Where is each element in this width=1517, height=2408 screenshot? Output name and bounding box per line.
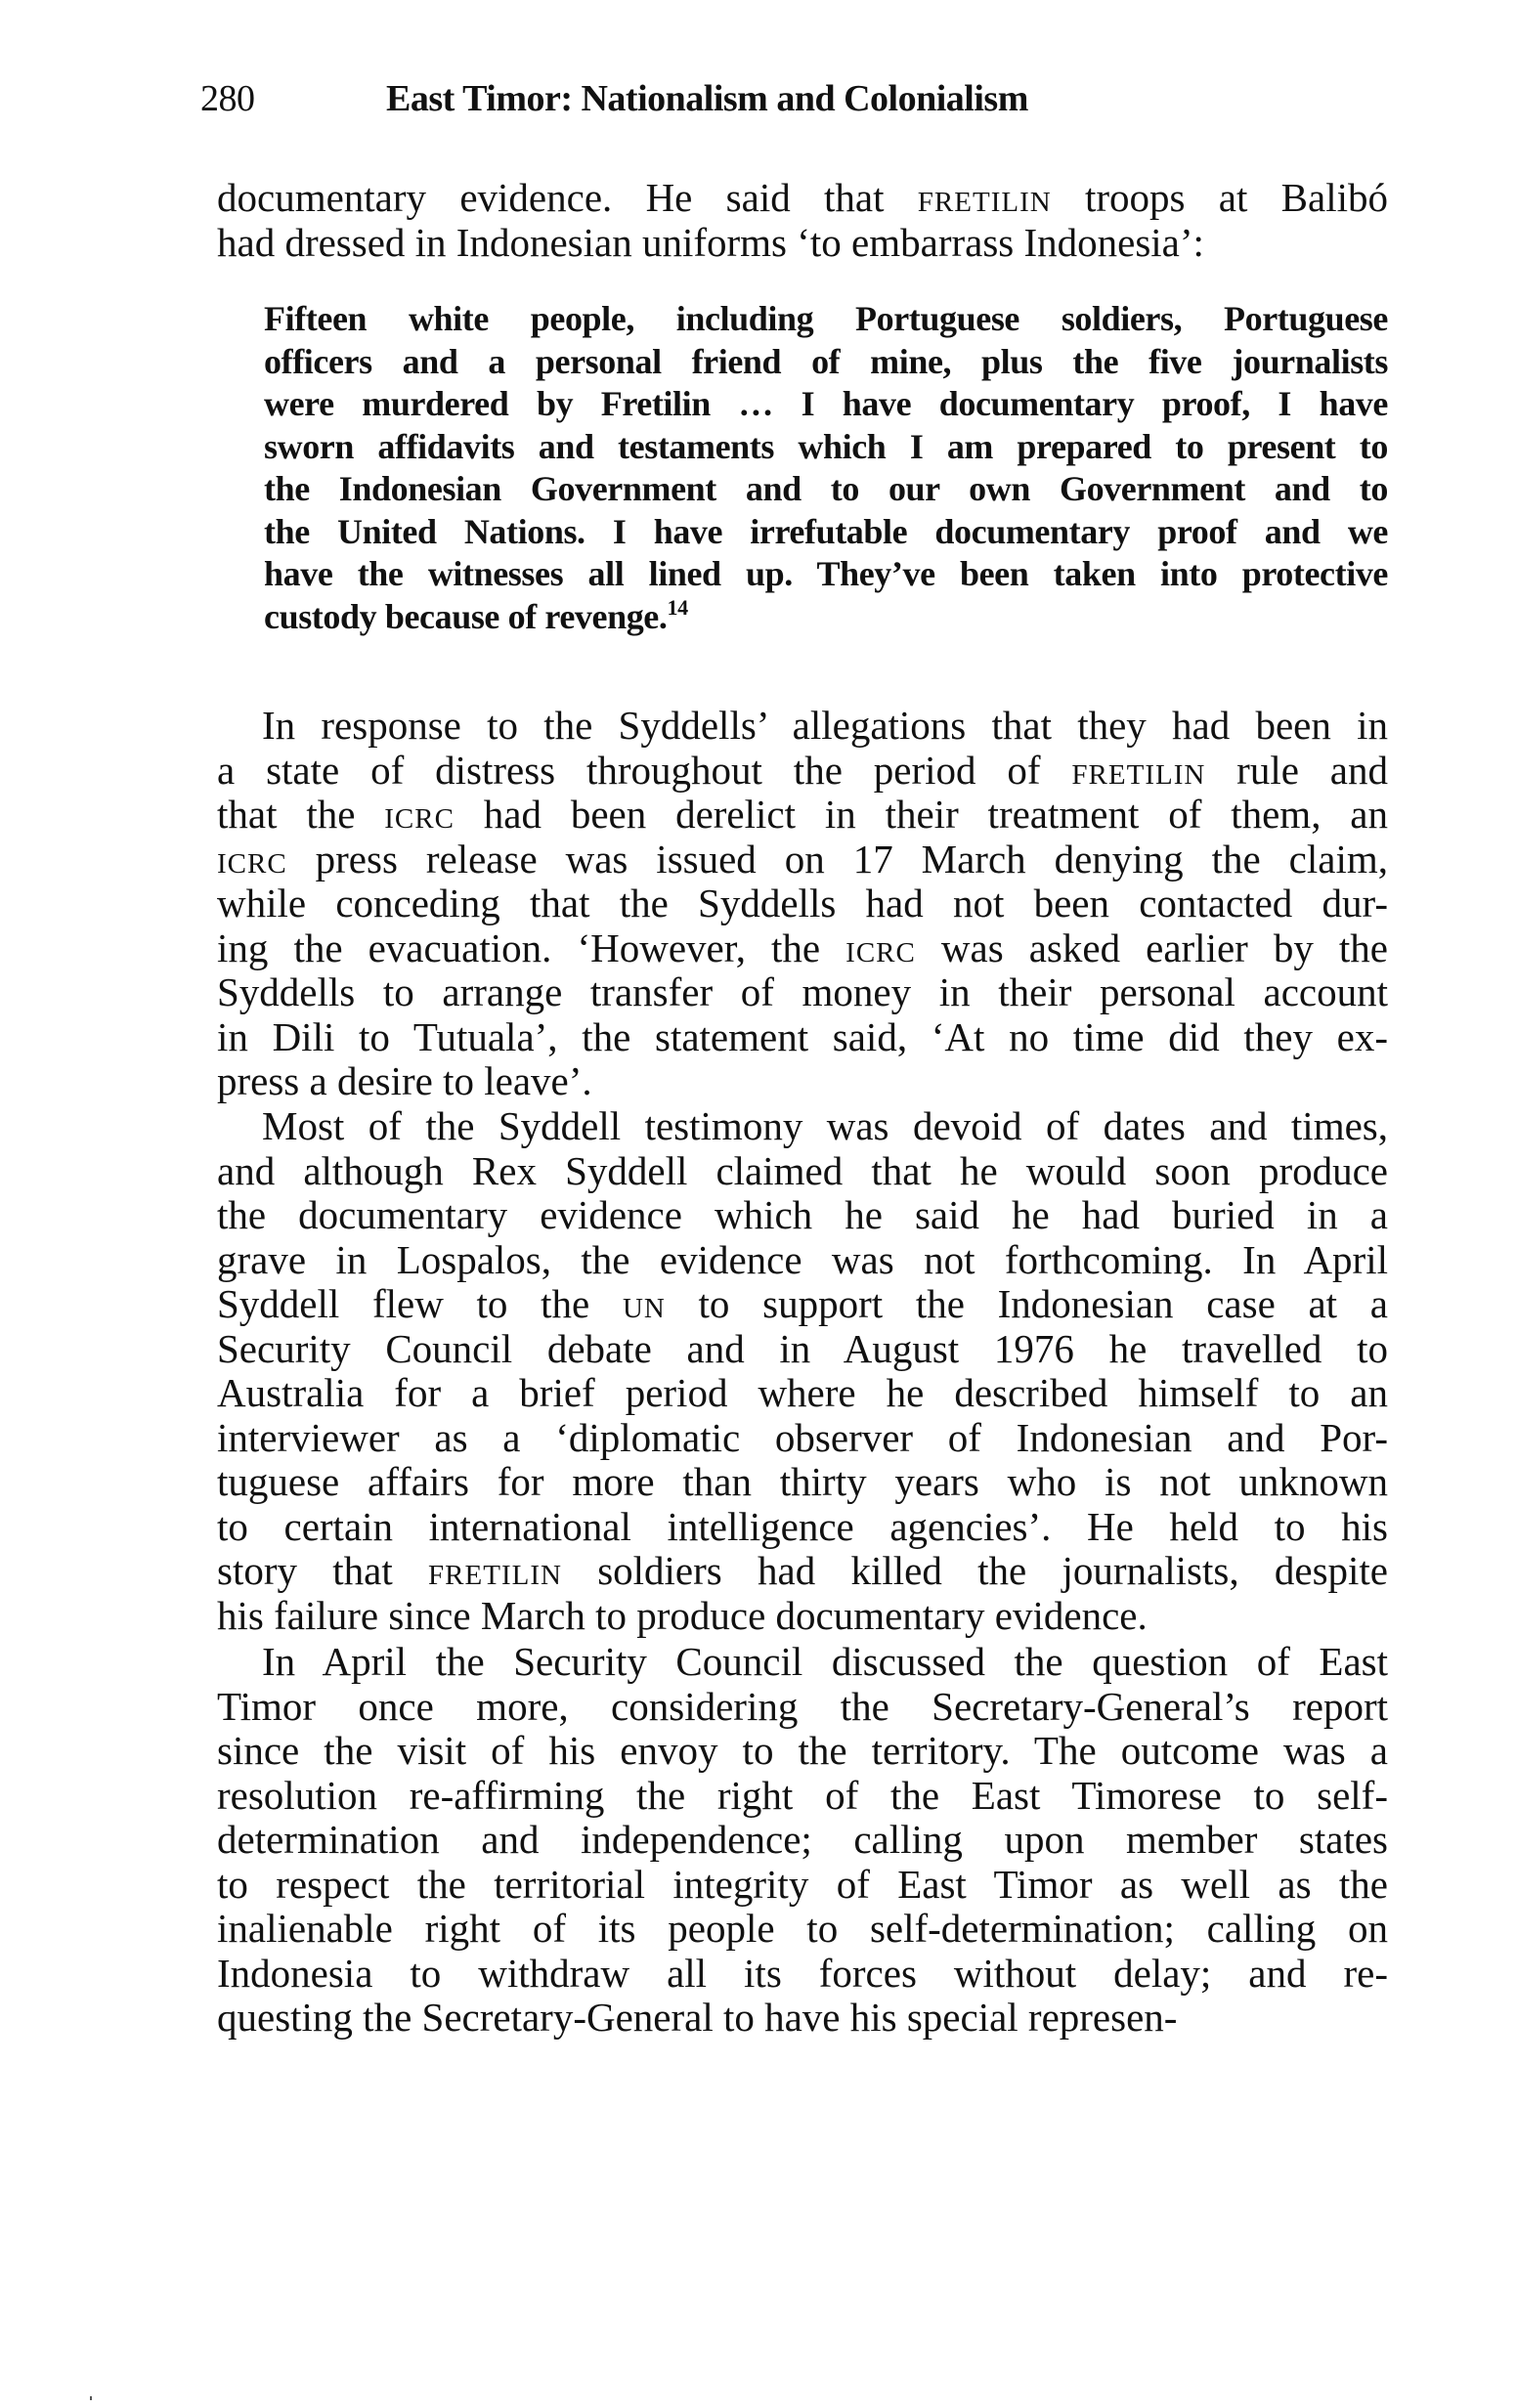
text-run: had dressed in Indonesian uniforms ‘to embarrass Indonesia’:: [217, 219, 1204, 265]
text-run: were murdered by Fretilin … I have documentary proof, I have: [264, 384, 1388, 423]
text-run: officers and a personal friend of mine, plus the five journalists: [264, 341, 1388, 381]
text-line: [217, 1594, 1388, 1639]
text-line: [217, 1238, 1388, 1283]
small-caps-term: fretilin: [1071, 747, 1206, 793]
text-line: [217, 704, 1388, 749]
text-run: had been derelict in their treatment of them, an: [454, 792, 1388, 837]
small-caps-term: icrc: [217, 836, 287, 882]
text-line: [217, 1327, 1388, 1372]
block-quote: [264, 298, 1388, 638]
text-line: [217, 970, 1388, 1015]
page-number: 280: [200, 78, 255, 119]
text-run: and although Rex Syddell claimed that he would soon produce: [217, 1147, 1388, 1193]
text-line: [217, 221, 1388, 266]
text-run: interviewer as a ‘diplomatic observer of Indonesian and Por-: [217, 1414, 1388, 1460]
text-run: custody because of revenge.: [264, 596, 668, 636]
small-caps-term: fretilin: [428, 1548, 562, 1593]
text-line: [217, 1460, 1388, 1505]
text-run: resolution re-affirming the right of the East Timorese to self-: [217, 1772, 1388, 1818]
text-line: [217, 1729, 1388, 1774]
text-run: determination and independence; calling upon member states: [217, 1817, 1388, 1862]
text-run: ing the evacuation. ‘However, the: [217, 924, 846, 970]
text-run: have the witnesses all lined up. They’ve been taken into protective: [264, 554, 1388, 593]
quote-line: [264, 511, 1388, 554]
footnote-reference: 14: [667, 594, 688, 620]
text-run: Timor once more, considering the Secretary-General’s report: [217, 1683, 1388, 1729]
text-run: In April the Security Council discussed the question of East: [262, 1639, 1388, 1684]
text-line: [217, 1416, 1388, 1461]
text-run: Syddell flew to the: [217, 1281, 623, 1326]
text-run: was asked earlier by the: [915, 924, 1388, 970]
text-run: to certain international intelligence agencies’. He held to his: [217, 1503, 1388, 1549]
quote-line: [264, 341, 1388, 384]
text-line: [217, 1774, 1388, 1819]
text-line: [217, 1863, 1388, 1908]
text-run: rule and: [1205, 747, 1388, 793]
text-line: [217, 882, 1388, 926]
text-line: [217, 926, 1388, 971]
text-line: [217, 1104, 1388, 1149]
text-run: to support the Indonesian case at a: [665, 1281, 1388, 1326]
text-run: documentary evidence. He said that: [217, 175, 918, 220]
running-head: [200, 74, 1393, 123]
text-line: [217, 176, 1388, 221]
paragraph-icrc-response: [217, 704, 1388, 1104]
text-run: Indonesia to withdraw all its forces without delay; and re-: [217, 1950, 1388, 1996]
text-run: Security Council debate and in August 1976 he travelled to: [217, 1325, 1388, 1371]
text-run: while conceding that the Syddells had not been contacted dur-: [217, 881, 1388, 925]
text-run: Syddells to arrange transfer of money in their personal account: [217, 969, 1388, 1014]
text-run: press a desire to leave’.: [217, 1058, 592, 1103]
small-caps-term: icrc: [845, 924, 916, 970]
scan-speck: [90, 2396, 92, 2400]
text-run: Australia for a brief period where he described himself to an: [217, 1370, 1388, 1415]
text-run: the United Nations. I have irrefutable documentary proof and we: [264, 511, 1388, 551]
small-caps-term: un: [622, 1281, 666, 1326]
text-run: tuguese affairs for more than thirty years who is not unknown: [217, 1459, 1388, 1504]
text-run: in Dili to Tutuala’, the statement said, ‘At no time did they ex-: [217, 1013, 1388, 1059]
text-run: grave in Lospalos, the evidence was not forthcoming. In April: [217, 1236, 1388, 1282]
text-run: a state of distress throughout the period of: [217, 747, 1072, 793]
quote-line: [264, 426, 1388, 469]
text-run: since the visit of his envoy to the territory. The outcome was a: [217, 1728, 1388, 1773]
intro-text: [217, 176, 1388, 265]
paragraph-syddell-testimony: [217, 1104, 1388, 1638]
text-run: inalienable right of its people to self-determination; calling on: [217, 1906, 1388, 1951]
text-run: Fifteen white people, including Portuguese soldiers, Portuguese: [264, 299, 1388, 338]
text-run: that the: [217, 792, 385, 837]
text-run: the documentary evidence which he said he had buried in a: [217, 1192, 1388, 1237]
quote-line: [264, 596, 1388, 639]
text-line: [217, 1505, 1388, 1550]
text-line: [217, 838, 1388, 882]
text-run: to respect the territorial integrity of East Timor as well as the: [217, 1861, 1388, 1907]
text-run: soldiers had killed the journalists, despite: [561, 1548, 1388, 1593]
text-line: [217, 1907, 1388, 1952]
small-caps-term: fretilin: [917, 175, 1052, 220]
text-run: troops at Balibó: [1051, 175, 1388, 220]
text-line: [217, 1282, 1388, 1327]
small-caps-term: icrc: [384, 792, 455, 837]
quote-line: [264, 553, 1388, 596]
text-line: [217, 1549, 1388, 1594]
text-run: Most of the Syddell testimony was devoid of dates and times,: [262, 1103, 1388, 1148]
quote-line: [264, 468, 1388, 511]
text-line: [217, 793, 1388, 838]
text-line: [217, 1015, 1388, 1060]
text-run: In response to the Syddells’ allegations that they had been in: [262, 703, 1388, 748]
text-line: [217, 1818, 1388, 1863]
text-run: press release was issued on 17 March denying the claim,: [286, 836, 1388, 882]
text-line: [217, 1640, 1388, 1685]
text-line: [217, 1149, 1388, 1194]
text-run: sworn affidavits and testaments which I am prepared to present to: [264, 426, 1388, 466]
text-line: [217, 1059, 1388, 1104]
text-line: [217, 1371, 1388, 1416]
text-line: [217, 749, 1388, 794]
quote-line: [264, 383, 1388, 426]
text-line: [217, 1685, 1388, 1730]
quote-line: [264, 298, 1388, 341]
text-run: questing the Secretary-General to have his special represen-: [217, 1995, 1178, 2040]
paragraph-security-council: [217, 1640, 1388, 2041]
text-line: [217, 1952, 1388, 1997]
text-run: his failure since March to produce documentary evidence.: [217, 1592, 1148, 1638]
text-run: the Indonesian Government and to our own Government and to: [264, 469, 1388, 508]
text-line: [217, 1996, 1388, 2041]
text-run: story that: [217, 1548, 429, 1593]
text-line: [217, 1193, 1388, 1238]
running-head-title: East Timor: Nationalism and Colonialism: [386, 78, 1028, 119]
